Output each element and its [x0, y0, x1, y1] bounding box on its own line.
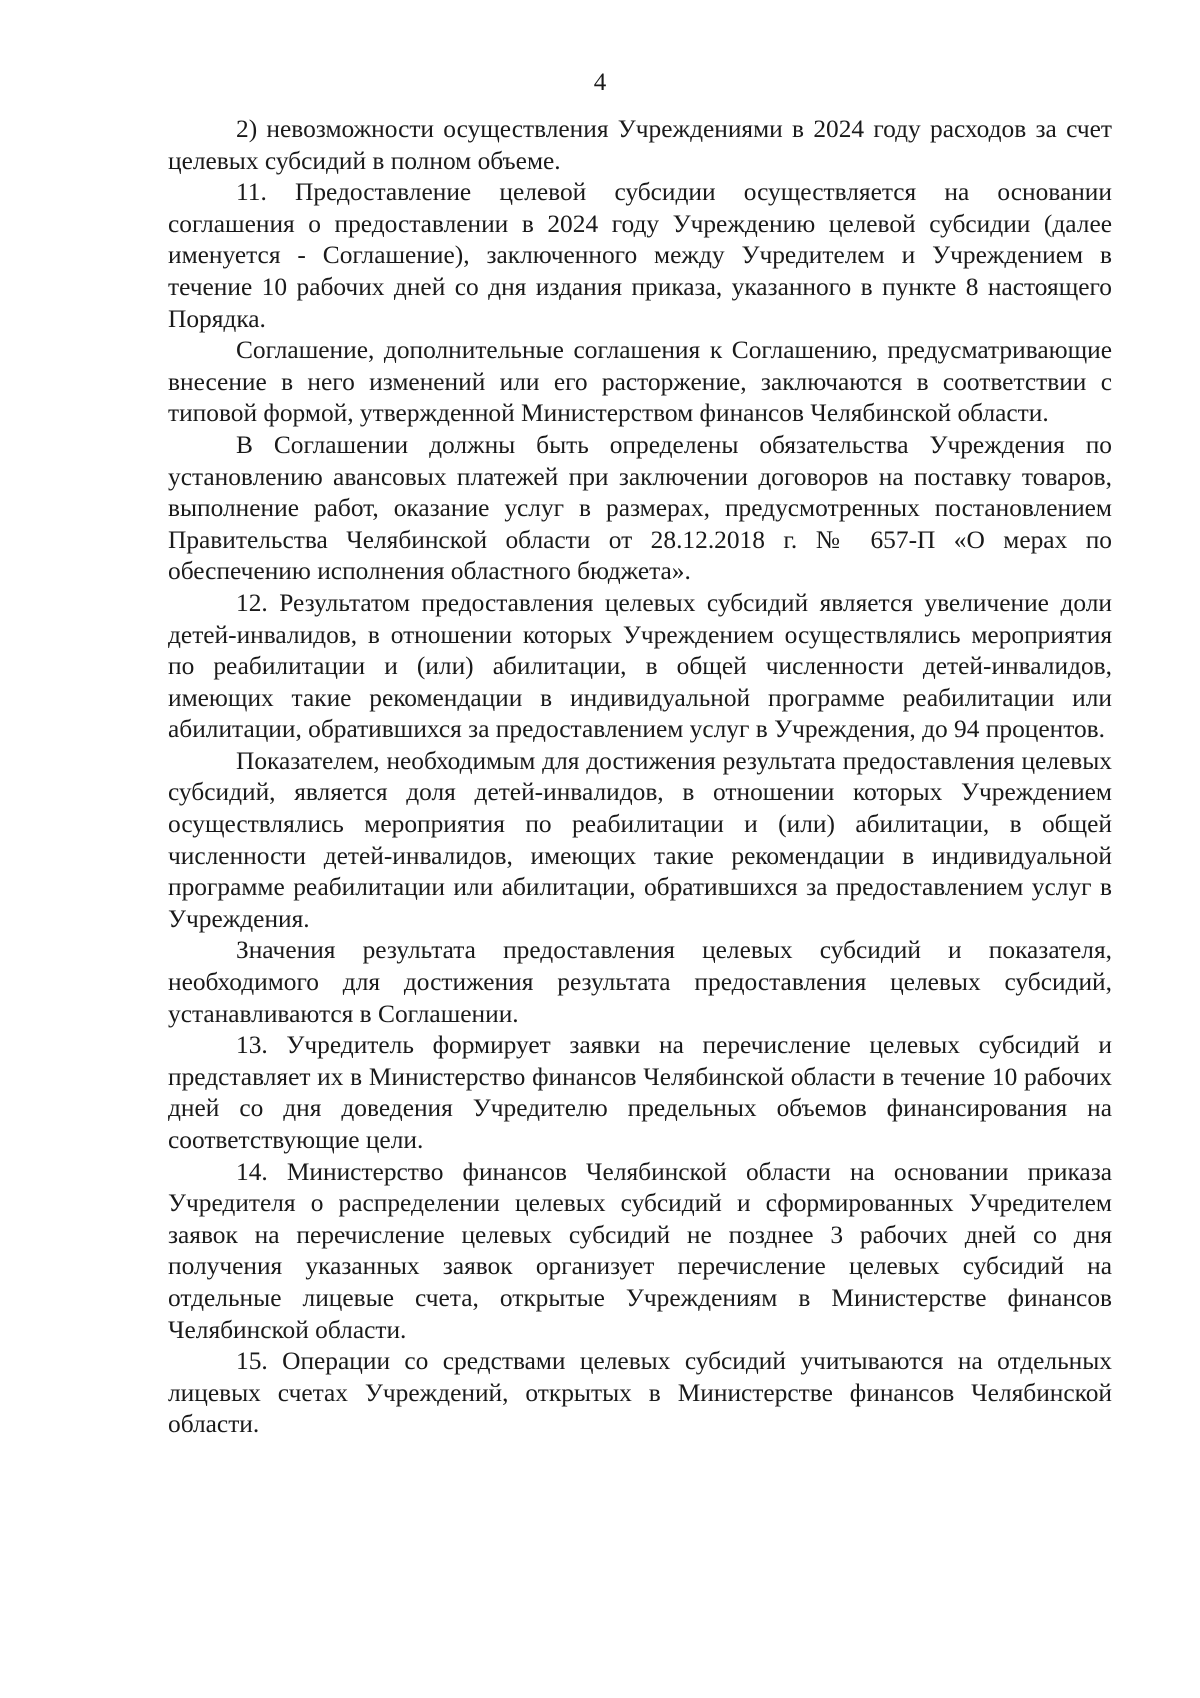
paragraph-indicator: Показателем, необходимым для достижения результата предоставления целевых субсидий, является доля детей-инвалидов, в отношении которых Учреждением осуществлялись мероприятия по реабилитации и (или) абилитации, в общей численности детей-инвалидов, имеющих такие рекомендации в индивидуальной программе реабилитации или абилитации, обратившихся за предоставлением услуг в Учреждения.	[168, 746, 1112, 933]
document-body	[168, 110, 1112, 1441]
paragraph-section-12: 12. Результатом предоставления целевых субсидий является увеличение доли детей-инвалидов, в отношении которых Учреждением осуществлялись мероприятия по реабилитации и (или) абилитации, в общей численности детей-инвалидов, имеющих такие рекомендации в индивидуальной программе реабилитации или абилитации, обратившихся за предоставлением услуг в Учреждения, до 94 процентов.	[168, 588, 1112, 744]
paragraph-advance-payments: В Соглашении должны быть определены обязательства Учреждения по установлению авансовых платежей при заключении договоров на поставку товаров, выполнение работ, оказание услуг в размерах, предусмотренных постановлением Правительства Челябинской области от 28.12.2018 г. № 657-П «О мерах по обеспечению исполнения областного бюджета».	[168, 430, 1112, 586]
paragraph-values: Значения результата предоставления целевых субсидий и показателя, необходимого для достижения результата предоставления целевых субсидий, устанавливаются в Соглашении.	[168, 936, 1112, 1028]
paragraph-agreement-form: Соглашение, дополнительные соглашения к Соглашению, предусматривающие внесение в него изменений или его расторжение, заключаются в соответствии с типовой формой, утвержденной Министерством финансов Челябинской области.	[168, 336, 1112, 428]
paragraph-section-11: 11. Предоставление целевой субсидии осуществляется на основании соглашения о предоставлении в 2024 году Учреждению целевой субсидии (далее именуется - Соглашение), заключенного между Учредителем и Учреждением в течение 10 рабочих дней со дня издания приказа, указанного в пункте 8 настоящего Порядка.	[168, 178, 1112, 333]
page-number: 4	[593, 69, 607, 96]
paragraph-item-2-clause: 2) невозможности осуществления Учреждениями в 2024 году расходов за счет целевых субсидий в полном объеме.	[168, 115, 1112, 175]
paragraph-section-14: 14. Министерство финансов Челябинской области на основании приказа Учредителя о распределении целевых субсидий и сформированных Учредителем заявок на перечисление целевых субсидий не позднее 3 рабочих дней со дня получения указанных заявок организует перечисление целевых субсидий на отдельные лицевые счета, открытые Учреждениям в Министерстве финансов Челябинской области.	[168, 1157, 1112, 1344]
paragraph-section-15: 15. Операции со средствами целевых субсидий учитываются на отдельных лицевых счетах Учреждений, открытых в Министерстве финансов Челябинской области.	[168, 1347, 1112, 1439]
paragraph-section-13: 13. Учредитель формирует заявки на перечисление целевых субсидий и представляет их в Министерство финансов Челябинской области в течение 10 рабочих дней со дня доведения Учредителю предельных объемов финансирования на соответствующие цели.	[168, 1031, 1112, 1154]
